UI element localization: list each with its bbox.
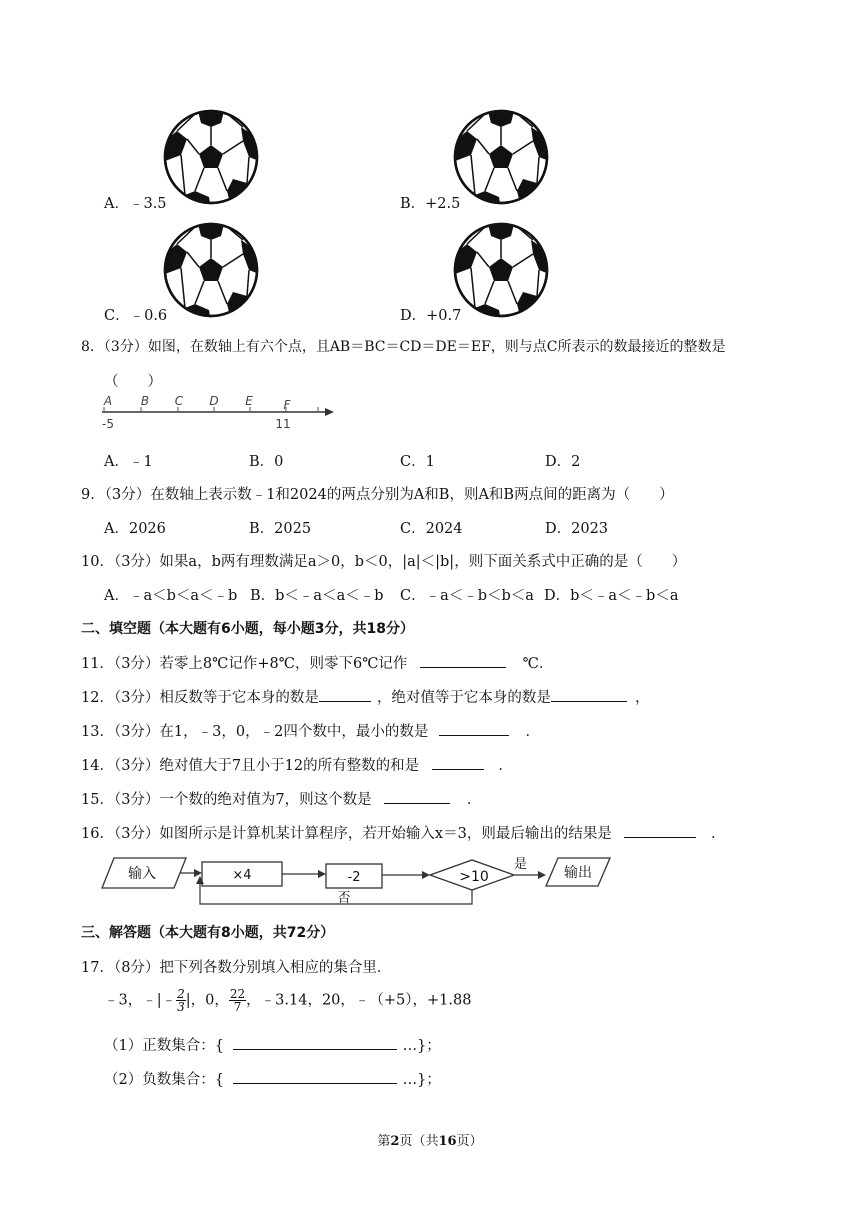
flow-output-label: 输出	[564, 865, 592, 881]
q17-numbers-prefix: ﹣3，﹣|﹣	[104, 992, 177, 1009]
q8-option-c[interactable]: C．1	[400, 454, 435, 470]
q17-positive-set	[104, 1034, 441, 1055]
q17-set-2-end: …}；	[402, 1072, 441, 1088]
q7-option-a[interactable]: A．﹣3.5	[104, 196, 167, 212]
point-f-label: F	[283, 398, 291, 412]
q17-positive-set-blank[interactable]	[233, 1035, 397, 1050]
soccer-ball-image-d	[453, 222, 549, 318]
q16-answer-blank[interactable]	[624, 823, 696, 838]
q8-answer-paren: （ ）	[104, 374, 162, 390]
q17-set-1-end: …}；	[402, 1038, 441, 1054]
q14-suffix: ．	[498, 758, 513, 774]
q17-negative-set-blank[interactable]	[233, 1069, 397, 1084]
value-right-label: 11	[275, 417, 291, 431]
q17-stem: 17．（8分）把下列各数分别填入相应的集合里．	[81, 960, 392, 976]
fraction-22-sevenths: $\frac{22}{7}$	[229, 987, 246, 1014]
q12-text: 12．（3分）相反数等于它本身的数是	[81, 690, 319, 706]
q17-set-2-label: （2）负数集合：{	[104, 1072, 224, 1088]
flow-subtract-label: -2	[347, 870, 361, 885]
q13-answer-blank[interactable]	[439, 721, 509, 736]
q13	[81, 720, 540, 741]
q10-stem: 10．（3分）如果a，b两有理数满足a＞0，b＜0，|a|＜|b|，则下面关系式中正确的是（ ）	[81, 554, 687, 570]
current-page-number: 2	[390, 1134, 400, 1149]
q9-option-b[interactable]: B．2025	[249, 521, 312, 537]
q17-numbers-suffix: ，﹣3.14，20，﹣（+5），+1.88	[246, 992, 472, 1009]
section-3-heading: 三、解答题（本大题有8小题，共72分）	[81, 925, 335, 941]
q13-text: 13．（3分）在1，﹣3，0，﹣2四个数中，最小的数是	[81, 724, 429, 740]
number-line-figure	[98, 392, 342, 440]
point-e-label: E	[245, 394, 253, 408]
q8-stem: 8．（3分）如图，在数轴上有六个点，且AB＝BC＝CD＝DE＝EF，则与点C所表示的数最接近的整数是	[81, 339, 726, 355]
q9-option-c[interactable]: C．2024	[400, 521, 463, 537]
q16-suffix: ．	[711, 826, 726, 842]
point-d-label: D	[209, 394, 219, 408]
q14	[81, 754, 513, 775]
q7-option-c[interactable]: C．﹣0.6	[104, 308, 168, 324]
q9-option-d[interactable]: D．2023	[545, 521, 609, 537]
q17-number-list	[104, 988, 471, 1013]
footer-prefix: 第	[377, 1134, 391, 1149]
q15-text: 15．（3分）一个数的绝对值为7，则这个数是	[81, 792, 372, 808]
q12-mid: ，绝对值等于它本身的数是	[376, 690, 551, 706]
q10-option-a[interactable]: A．﹣a＜b＜a＜﹣b	[104, 588, 238, 604]
fraction-two-thirds: $\frac{2}{3}$	[177, 987, 185, 1014]
q12-answer-blank-1[interactable]	[319, 687, 371, 702]
point-b-label: B	[140, 394, 150, 408]
q7-option-b[interactable]: B．+2.5	[400, 196, 461, 212]
q12	[81, 686, 649, 707]
q8-option-a[interactable]: A．﹣1	[104, 454, 153, 470]
q10-option-b[interactable]: B．b＜﹣a＜a＜﹣b	[250, 588, 384, 604]
soccer-ball-image-c	[163, 222, 259, 318]
flow-input-label: 输入	[128, 866, 156, 882]
footer-suffix: 页）	[456, 1134, 483, 1149]
q9-option-a[interactable]: A．2026	[104, 521, 166, 537]
q9-stem: 9．（3分）在数轴上表示数﹣1和2024的两点分别为A和B，则A和B两点间的距离为（ ）	[81, 487, 674, 503]
q8-option-d[interactable]: D．2	[545, 454, 581, 470]
q7-option-d[interactable]: D．+0.7	[400, 308, 462, 324]
flow-no-label: 否	[337, 891, 351, 906]
flow-yes-label: 是	[514, 857, 528, 872]
soccer-ball-image-b	[453, 109, 549, 205]
q17-numbers-mid: |，0，	[185, 992, 229, 1009]
soccer-ball-image-a	[163, 109, 259, 205]
q14-text: 14．（3分）绝对值大于7且小于12的所有整数的和是	[81, 758, 420, 774]
q8-option-b[interactable]: B．0	[249, 454, 284, 470]
q14-answer-blank[interactable]	[432, 755, 484, 770]
q11-answer-blank[interactable]	[420, 653, 506, 668]
section-2-heading: 二、填空题（本大题有6小题，每小题3分，共18分）	[81, 621, 414, 637]
point-c-label: C	[174, 394, 184, 408]
q10-option-c[interactable]: C．﹣a＜﹣b＜b＜a	[400, 588, 534, 604]
q15-answer-blank[interactable]	[384, 789, 450, 804]
total-page-count: 16	[438, 1134, 457, 1149]
q11-text: 11．（3分）若零上8℃记作+8℃，则零下6℃记作	[81, 656, 408, 672]
q11-suffix: ℃．	[522, 656, 554, 672]
q13-suffix: ．	[525, 724, 541, 740]
q15-suffix: ．	[466, 792, 482, 808]
q10-option-d[interactable]: D．b＜﹣a＜﹣b＜a	[544, 588, 679, 604]
calculation-flowchart	[98, 850, 618, 908]
flow-condition-label: >10	[459, 869, 489, 885]
page-footer	[0, 1130, 860, 1149]
flow-multiply-label: ×4	[232, 868, 252, 883]
q15	[81, 788, 481, 809]
q12-suffix: ，	[634, 690, 650, 706]
q12-answer-blank-2[interactable]	[551, 687, 627, 702]
q16-text: 16．（3分）如图所示是计算机某计算程序，若开始输入x＝3，则最后输出的结果是	[81, 826, 612, 842]
q16	[81, 822, 726, 843]
value-left-label: -5	[102, 417, 114, 431]
q17-negative-set	[104, 1068, 441, 1089]
q17-set-1-label: （1）正数集合：{	[104, 1038, 224, 1054]
footer-mid: 页（共	[399, 1134, 439, 1149]
point-a-label: A	[103, 394, 113, 408]
q11	[81, 652, 553, 673]
